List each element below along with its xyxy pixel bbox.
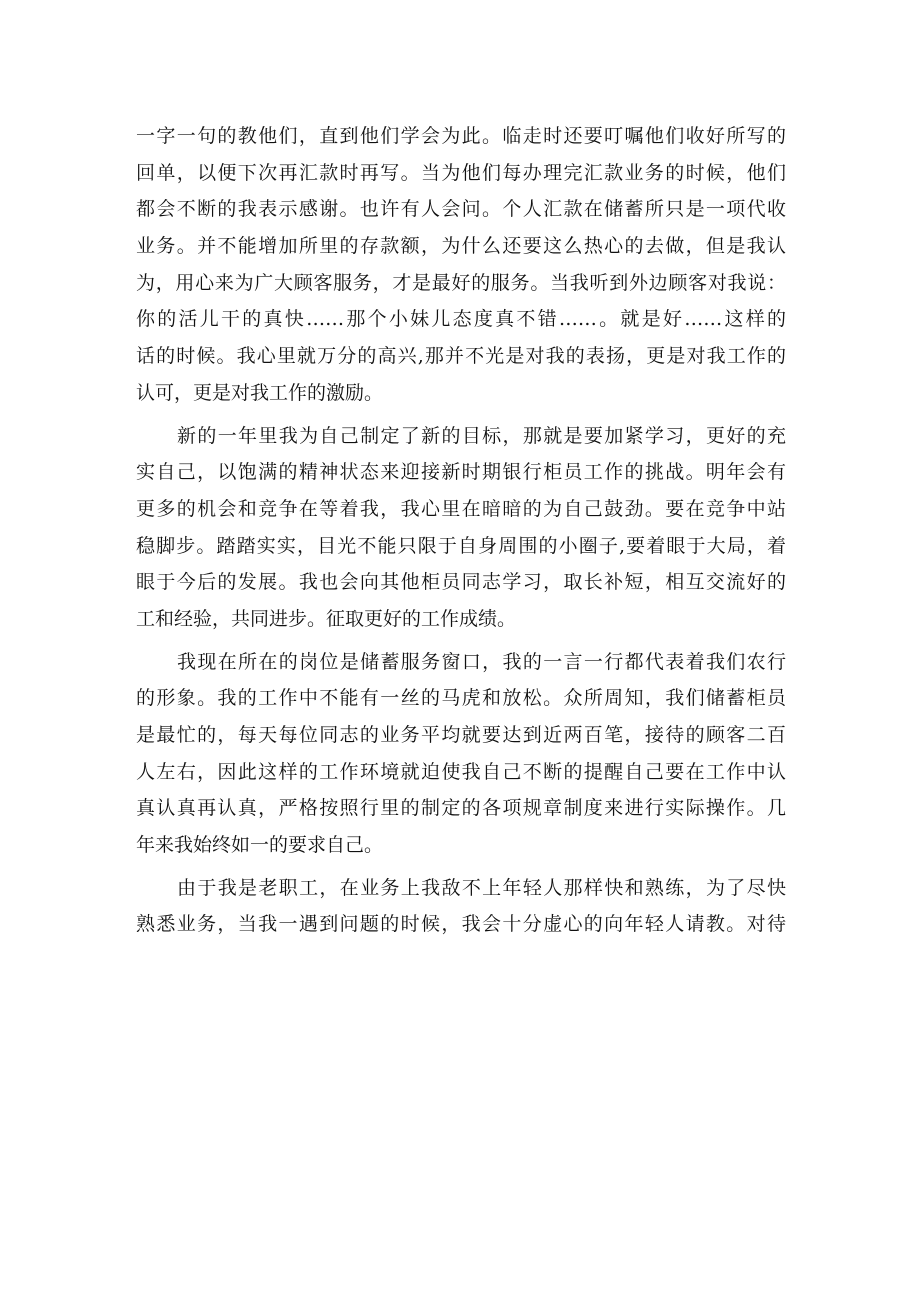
text-line: 的形象。我的工作中不能有一丝的马虎和放松。众所周知，我们储蓄柜员 bbox=[136, 687, 786, 710]
text-line: 回单，以便下次再汇款时再写。当为他们每办理完汇款业务的时候，他们 bbox=[136, 161, 786, 184]
text-line: 是最忙的，每天每位同志的业务平均就要达到近两百笔，接待的顾客二百 bbox=[136, 724, 786, 746]
paragraph-2 bbox=[136, 418, 786, 638]
text-line: 由于我是老职工，在业务上我敌不上年轻人那样快和熟练，为了尽快 bbox=[177, 876, 786, 899]
text-line: 更多的机会和竞争在等着我，我心里在暗暗的为自己鼓劲。要在竞争中站 bbox=[136, 497, 786, 520]
text-line: 眼于今后的发展。我也会向其他柜员同志学习，取长补短，相互交流好的 bbox=[136, 571, 786, 594]
text-line: 真认真再认真，严格按照行里的制定的各项规章制度来进行实际操作。几 bbox=[136, 797, 786, 820]
text-line: 话的时候。我心里就万分的高兴,那并不光是对我的表扬，更是对我工作的 bbox=[136, 345, 786, 368]
paragraph-3 bbox=[136, 644, 786, 864]
text-line: 业务。并不能增加所里的存款额，为什么还要这么热心的去做，但是我认 bbox=[136, 235, 786, 258]
text-line: 都会不断的我表示感谢。也许有人会问。个人汇款在储蓄所只是一项代收 bbox=[136, 198, 786, 221]
text-line: 稳脚步。踏踏实实，目光不能只限于自身周围的小圈子,要着眼于大局，着 bbox=[136, 534, 786, 557]
text-line: 认可，更是对我工作的激励。 bbox=[136, 381, 384, 404]
text-line: 为，用心来为广大顾客服务，才是最好的服务。当我听到外边顾客对我说： bbox=[136, 271, 786, 294]
text-line: 新的一年里我为自己制定了新的目标，那就是要加紧学习，更好的充 bbox=[177, 424, 786, 447]
text-line: 一字一句的教他们，直到他们学会为此。临走时还要叮嘱他们收好所写的 bbox=[136, 125, 786, 147]
text-line: 你的活儿干的真快……那个小妹儿态度真不错……。就是好……这样的 bbox=[136, 308, 786, 331]
text-line: 人左右，因此这样的工作环境就迫使我自己不断的提醒自己要在工作中认 bbox=[136, 760, 786, 783]
document-body bbox=[136, 118, 786, 949]
paragraph-4 bbox=[136, 870, 786, 943]
text-line: 工和经验，共同进步。征取更好的工作成绩。 bbox=[136, 607, 517, 630]
text-line: 年来我始终如一的要求自己。 bbox=[136, 834, 384, 857]
paragraph-1 bbox=[136, 118, 786, 412]
text-line: 我现在所在的岗位是储蓄服务窗口，我的一言一行都代表着我们农行 bbox=[177, 650, 786, 673]
text-line: 实自己，以饱满的精神状态来迎接新时期银行柜员工作的挑战。明年会有 bbox=[136, 461, 786, 484]
text-line: 熟悉业务，当我一遇到问题的时候，我会十分虚心的向年轻人请教。对待 bbox=[136, 913, 786, 936]
